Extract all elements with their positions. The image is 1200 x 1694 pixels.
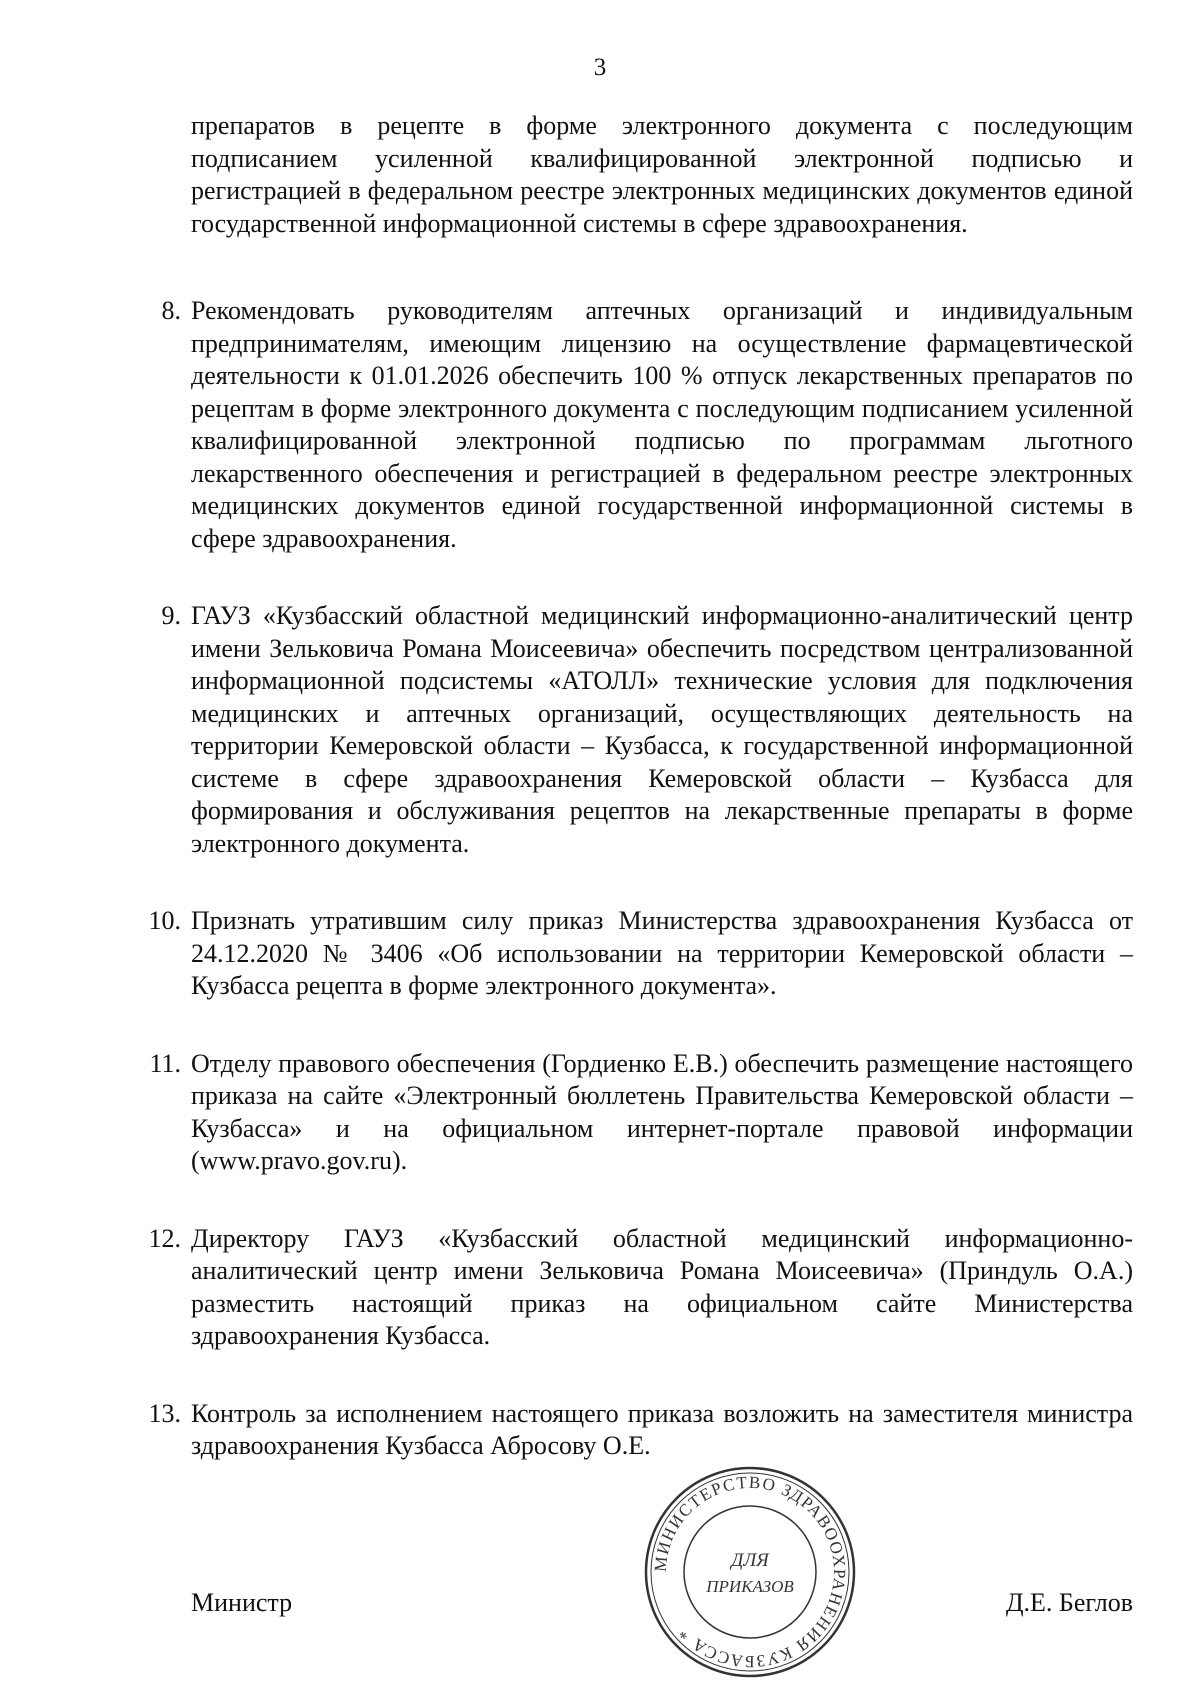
list-item [125, 905, 1133, 1003]
list-item [125, 295, 1133, 555]
item-number: 8. [161, 296, 181, 325]
signatory-name: Д.Е. Беглов [1005, 1588, 1133, 1617]
item-text: Признать утратившим силу приказ Министерства здравоохранения Кузбасса от 24.12.2020 № 3406 «Об использовании на территории Кемеровской области – Кузбасса рецепта в форме электронного документа». [191, 906, 1133, 1000]
item-number: 12. [148, 1223, 181, 1253]
item-number: 10. [148, 906, 181, 935]
signatory-position: Министр [191, 1588, 293, 1617]
continuation-paragraph: препаратов в рецепте в форме электронного документа с последующим подписанием усиленной квалифицированной электронной подписью и регистрацией в федеральном реестре электронных медицинских документов единой государственной информационной системы в сфере здравоохранения. [191, 111, 1133, 238]
item-text: ГАУЗ «Кузбасский областной медицинский информационно-аналитический центр имени Зельковича Романа Моисеевича» обеспечить посредством централизованной информационной подсистемы «АТОЛЛ» технические условия для подключения медицинских и аптечных организаций, осуществляющих деятельность на территории Кемеровской области – Кузбасса, к государственной информационной системе в сфере здравоохранения Кемеровской области – Кузбасса для формирования и обслуживания рецептов на лекарственные препараты в форме электронного документа. [191, 601, 1133, 858]
item-text: Отделу правового обеспечения (Гордиенко Е.В.) обеспечить размещение настоящего приказа на сайте «Электронный бюллетень Правительства Кемеровской области – Кузбасса» и на официальном интернет-портале правовой информации (www.pravo.gov.ru). [191, 1048, 1133, 1175]
list-item [125, 600, 1133, 860]
item-text: Рекомендовать руководителям аптечных организаций и индивидуальным предпринимателям, имеющим лицензию на осуществление фармацевтической деятельности к 01.01.2026 обеспечить 100 % отпуск лекарственных препаратов по рецептам в форме электронного документа с последующим подписанием усиленной квалифицированной электронной подписью по программам льготного лекарственного обеспечения и регистрацией в федеральном реестре электронных медицинских документов единой государственной информационной системы в сфере здравоохранения. [191, 296, 1133, 553]
item-text: Директору ГАУЗ «Кузбасский областной медицинский информационно-аналитический центр имени Зельковича Романа Моисеевича» (Приндуль О.А.) разместить настоящий приказ на официальном сайте Министерства здравоохранения Кузбасса. [191, 1223, 1133, 1350]
stamp-ring-text: МИНИСТЕРСТВО ЗДРАВООХРАНЕНИЯ КУЗБАССА * [650, 1472, 850, 1672]
list-item [125, 1048, 1133, 1178]
document-body [125, 110, 1133, 1508]
list-item [125, 1398, 1133, 1463]
stamp-center-line2: ПРИКАЗОВ [706, 1577, 794, 1596]
item-number: 13. [148, 1398, 181, 1428]
page-number: 3 [593, 54, 607, 81]
list-item [125, 1223, 1133, 1353]
item-text: Контроль за исполнением настоящего приказа возложить на заместителя министра здравоохранения Кузбасса Абросову О.Е. [191, 1398, 1133, 1460]
official-seal-stamp [640, 1462, 860, 1682]
item-number: 11. [149, 1048, 181, 1078]
stamp-center-line1: ДЛЯ [731, 1550, 769, 1571]
item-number: 9. [161, 601, 181, 630]
